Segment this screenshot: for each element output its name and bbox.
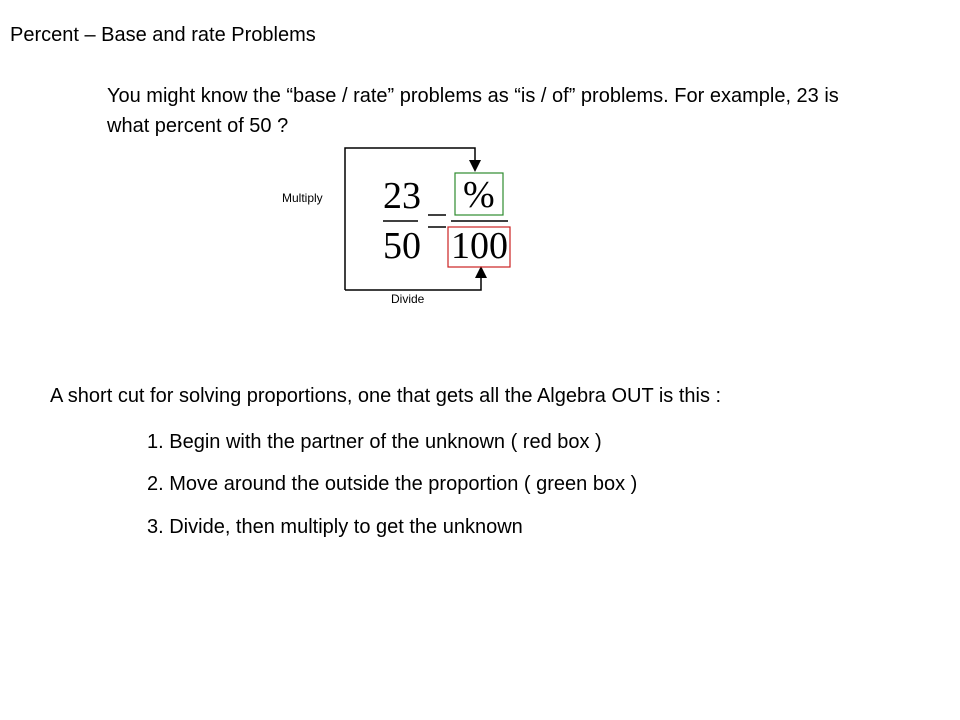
- page-title: Percent – Base and rate Problems: [10, 24, 316, 46]
- right-numerator-percent: %: [463, 174, 495, 216]
- intro-paragraph: You might know the “base / rate” problems as “is / of” problems. For example, 23 is what percent of 50 ?: [107, 85, 839, 137]
- step-2: 2. Move around the outside the proportion ( green box ): [147, 473, 638, 495]
- multiply-label: Multiply: [282, 191, 323, 205]
- step-3: 3. Divide, then multiply to get the unknown: [147, 516, 523, 538]
- left-denominator: 50: [383, 225, 421, 267]
- step-1: 1. Begin with the partner of the unknown ( red box ): [147, 431, 602, 453]
- divide-path: [345, 272, 481, 290]
- multiply-path: [345, 148, 475, 290]
- divide-label: Divide: [391, 292, 425, 306]
- shortcut-intro: A short cut for solving proportions, one that gets all the Algebra OUT is this :: [50, 385, 722, 407]
- left-numerator: 23: [383, 175, 421, 217]
- right-denominator: 100: [451, 225, 508, 267]
